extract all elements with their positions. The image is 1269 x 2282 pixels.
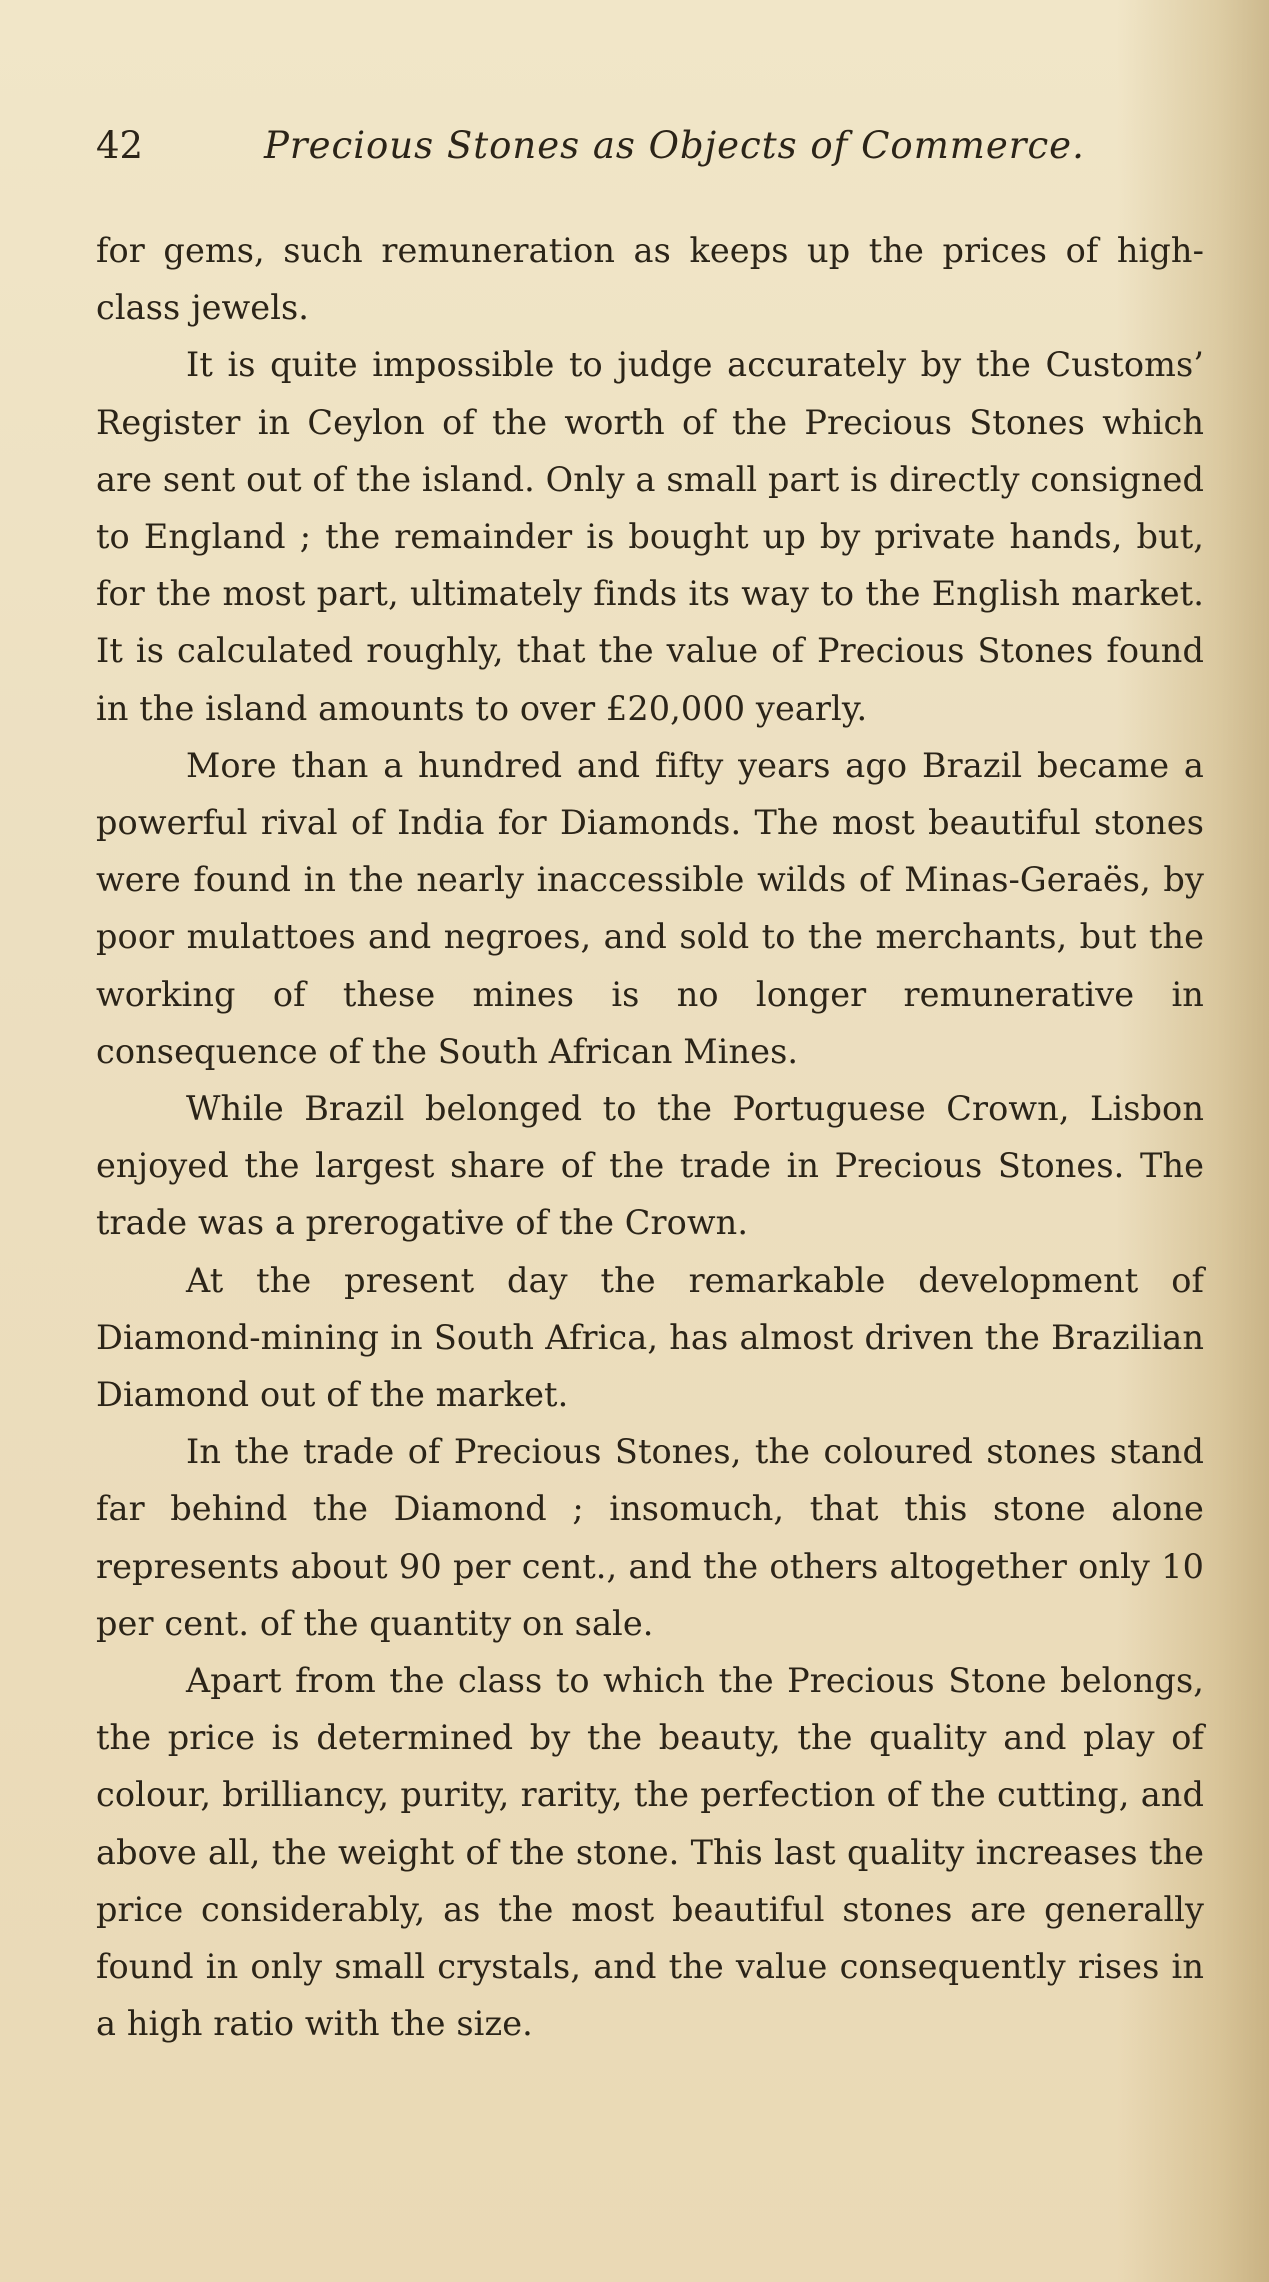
body-text [96, 222, 1204, 2053]
paragraph-portuguese-crown: While Brazil belonged to the Portuguese Crown, Lisbon enjoyed the largest share of the trade in Precious Stones. The trade was a prerogative of the Crown. [96, 1089, 1204, 1243]
paragraph-ceylon-customs: It is quite impossible to judge accurately by the Customs’ Register in Ceylon of the worth of the Precious Stones which are sent out of the island. Only a small part is directly consigned to England ; the remainder is bought up by private hands, but, for the most part, ultimately finds its way to the English market. It is calculated roughly, that the value of Precious Stones found in the island amounts to over £20,000 yearly. [96, 345, 1204, 728]
paragraph-south-africa: At the present day the remarkable development of Diamond-mining in South Africa, has almost driven the Brazilian Diamond out of the market. [96, 1260, 1204, 1415]
paragraph-coloured-stones: In the trade of Precious Stones, the coloured stones stand far behind the Diamond ; insomuch, that this stone alone represents about 90 per cent., and the others altogether only 10 per cent. of the quantity on sale. [96, 1432, 1204, 1643]
page-header [96, 124, 1176, 184]
paragraph-continuation: for gems, such remuneration as keeps up the prices of high-class jewels. [96, 231, 1204, 328]
paragraph-brazil-diamonds: More than a hundred and fifty years ago Brazil became a powerful rival of India for Diamonds. The most beautiful stones were found in the nearly inaccessible wilds of Minas-Geraës, by poor mulattoes and negroes, and sold to the merchants, but the working of these mines is no longer remunerative in consequence of the South African Mines. [96, 745, 1204, 1071]
page-number: 42 [96, 124, 144, 167]
paragraph-price-factors: Apart from the class to which the Precious Stone belongs, the price is determined by the beauty, the quality and play of colour, brilliancy, purity, rarity, the perfection of the cutting, and above all, the weight of the stone. This last quality increases the price considerably, as the most beautiful stones are generally found in only small crystals, and the value consequently rises in a high ratio with the size. [96, 1661, 1204, 2044]
running-title: Precious Stones as Objects of Commerce. [264, 124, 1085, 167]
